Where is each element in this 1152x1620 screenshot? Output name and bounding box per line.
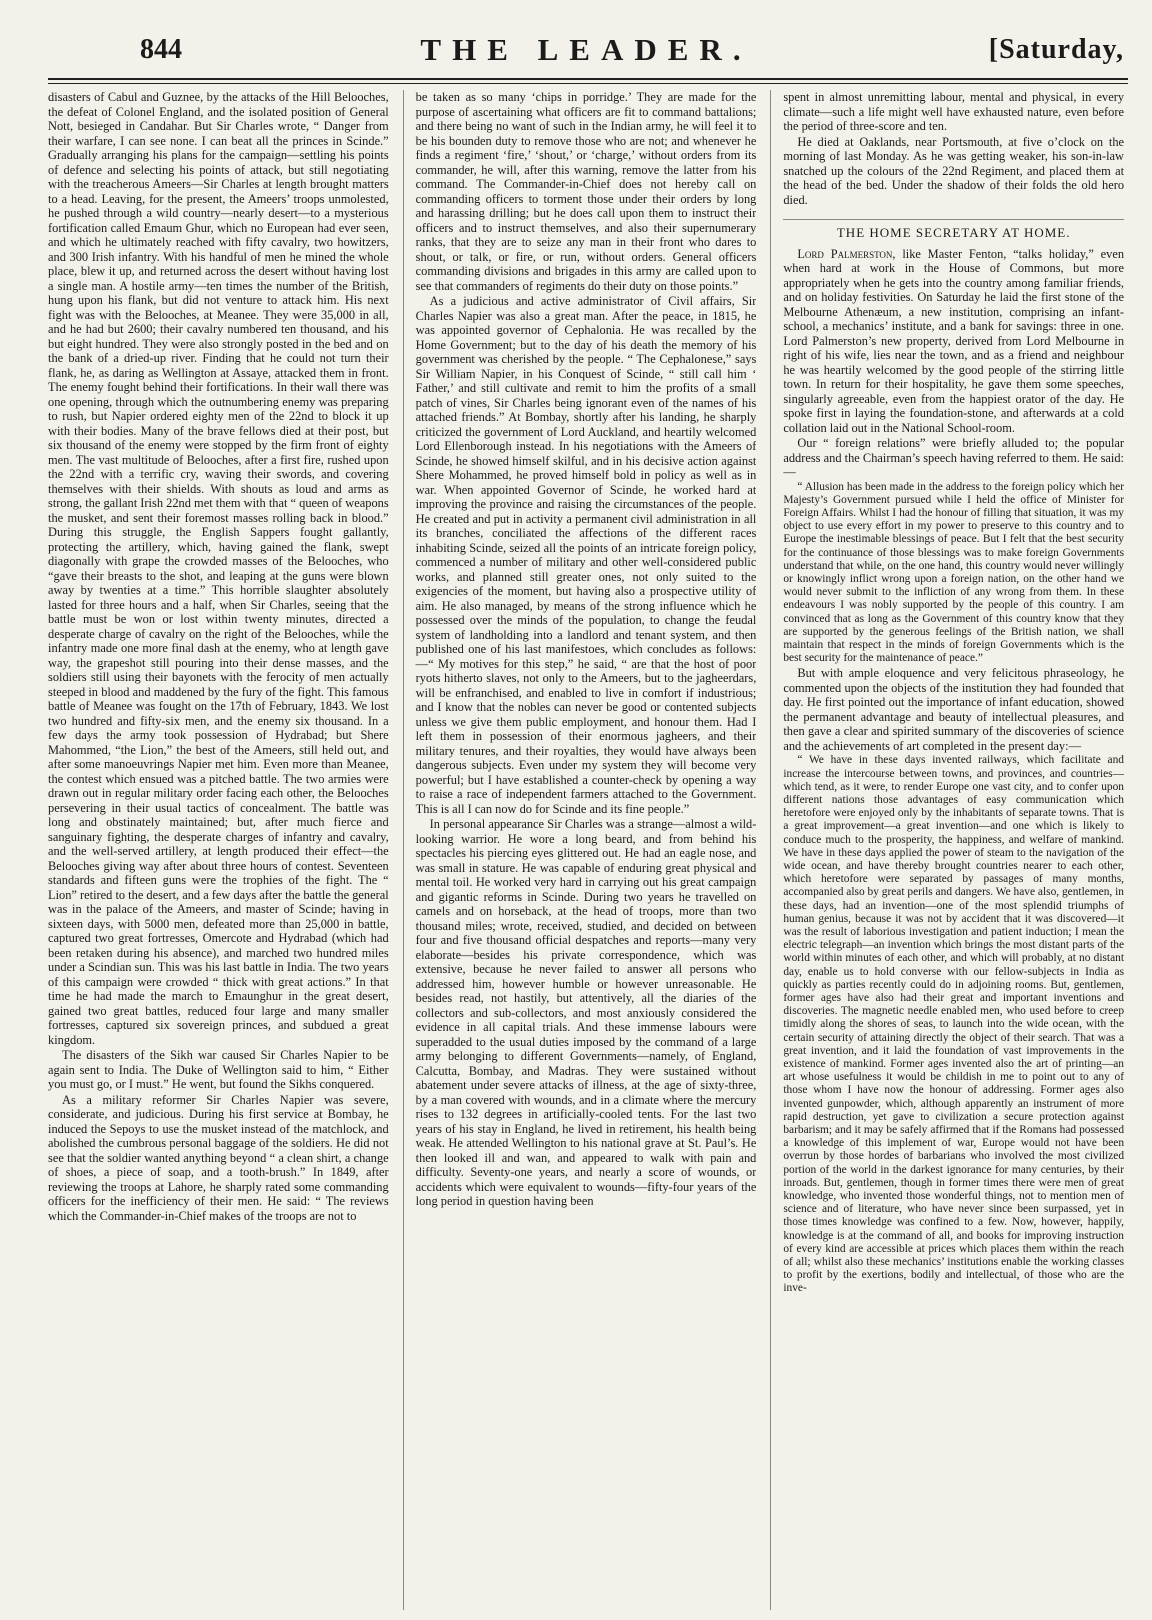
column-3 xyxy=(770,90,1124,1610)
speech-quote: “ We have in these days invented railways, which facilitate and increase the intercourse between towns, and provinces, and countries—which tend, as it were, to render Europe one vast city, and to confer upon different nations those advantages of easy communication which heretofore were enjoyed only by the inhabitants of separate towns. That is a great improvement—a great invention—and one which is likely to conduce much to the prosperity, the happiness, and welfare of mankind. We have in these days applied the power of steam to the navigation of the wide ocean, and have thereby brought countries nearer to each other, which heretofore were separated by passages of many months, accompanied also by great perils and dangers. We have also, gentlemen, in these days, had an invention—one of the most splendid triumphs of human genius, because it was not by accident that it was discovered—it was the result of laborious investigation and patient induction; I mean the electric telegraph—an invention which brings the most distant parts of the world within minutes of each other, and which will probably, at no distant day, enable us to hold converse with our fellow-subjects in India as quickly as parties recently could do in adjoining rooms. But, gentlemen, former ages have also had their great and important inventions and discoveries. The magnetic needle enabled men, who used before to creep timidly along the shores of seas, to launch into the wide ocean, with the certain security of attaining directly the object of their search. That was a great invention, and it laid the foundation of vast improvements in the existence of mankind. Former ages invented also the art of printing—an art whose usefulness it would be childish in me to point out to any of those whom I have now the honour of addressing. Former ages also invented gunpowder, which, although apparently an instrument of more rapid destruction, yet gave to civilization a secure protection against barbarism; and it may be safely affirmed that if the Romans had possessed a knowledge of this implement of war, Europe would not have been overrun by those hordes of barbarians who involved the most civilized portion of the world in the darkest ignorance for many centuries, by their inroads. But, gentlemen, though in former times there were men of great knowledge, who invented those wonderful things, not to mention men of science and of literature, who have never since been surpassed, yet in those times knowledge was confined to a few. Now, however, happily, knowledge is at the command of all, and books for improving instruction of every kind are accessible at prices which places them within the reach of all; whilst also these mechanics’ institutions enable the working classes to profit by the exertions, bodily and intellectual, of those who are the inve- xyxy=(783,754,1125,1295)
article-columns xyxy=(48,90,1124,1610)
paragraph: But with ample eloquence and very felicitous phraseology, he commented upon the objects of the institution they had founded that day. He first pointed out the importance of infant education, showed the permanent advantage and beauty of intellectual pleasures, and then gave a clear and spirited summary of the discoveries of science and the achievements of art completed in the present day:— xyxy=(783,666,1125,753)
paragraph: Our “ foreign relations” were briefly alluded to; the popular address and the Chairman’s speech having referred to them. He said:— xyxy=(783,436,1125,479)
paragraph: spent in almost unremitting labour, mental and physical, in every climate—such a life might well have exhausted nature, even before the period of three-score and ten. xyxy=(783,90,1125,133)
paragraph: In personal appearance Sir Charles was a strange—almost a wild-looking warrior. He wore a long beard, and from behind his spectacles his piercing eyes glittered out. He had an eagle nose, and was small in stature. He was capable of enduring great physical and mental toil. He worked very hard in carrying out his great campaign and gigantic reforms in Scinde. During two years he travelled on camels and on horseback, at the head of troops, more than two thousand miles; wrote, received, studied, and decided on between four and five thousand official despatches and reports—many very elaborate—besides his private correspondence, which was extensive, because he never failed to answer all persons who addressed him, however humble or however unreasonable. He besides read, not hastily, but attentively, all the diaries of the collectors and sub-collectors, and most anxiously considered the evidence in all capital trials. And these immense labours were superadded to the usual duties imposed by the command of a large army belonging to different Governments—namely, of England, Calcutta, Bombay, and Madras. They were sustained without abatement under severe attacks of illness, at the age of sixty-three, by a man covered with wounds, and in a climate where the mercury rises to 132 degrees in artificially-cooled tents. For the last two years of his stay in England, he lived in retirement, his health being weak. He attended Wellington to his national grave at St. Paul’s. He then looked ill and wan, and appeared to walk with pain and difficulty. Seventy-one years, and nearly a score of wounds, or accidents which were equivalent to wounds—fifty-four years of the long period in question having been xyxy=(415,817,757,1208)
lead-text: like Master Fenton, “talks holiday,” even when hard at work in the House of Commons, but more appropriately when he gets into the country among familiar friends, and on holiday festivities. On Saturday he laid the first stone of the Melbourne Athenæum, a new institution, comprising an infant-school, a mechanics’ institute, and a bank for savings: three in one. Lord Palmerston’s new property, derived from Lord Melbourne in right of his wife, lies near the town, and as a friend and neighbour he was heartily welcomed by the good people of the stirring little town. In return for their hospitality, he gave them some speeches, singularly agreeable, even from the happiest orator of the day. He spoke first in laying the foundation-stone, and afterwards at a cold collation laid out in the National School-room. xyxy=(783,246,1125,435)
column-1 xyxy=(48,90,389,1610)
page-number: 844 xyxy=(140,34,182,65)
newspaper-title: THE LEADER. xyxy=(420,32,752,67)
section-heading: THE HOME SECRETARY AT HOME. xyxy=(783,219,1124,241)
column-2 xyxy=(403,90,757,1610)
paragraph xyxy=(783,247,1124,436)
masthead xyxy=(48,0,1124,82)
paragraph: He died at Oaklands, near Portsmouth, at five o’clock on the morning of last Monday. As he was getting weaker, his son-in-law snatched up the colours of the 22nd Regiment, and placed them at the head of the bed. Under the shadow of their folds the old hero died. xyxy=(783,134,1125,207)
paragraph: be taken as so many ‘chips in porridge.’ They are made for the purpose of ascertaining what officers are fit to command battalions; and there being no want of such in the Indian army, he will feel it to be his bounden duty to remove those who are not; and whenever he finds a regiment ‘fire,’ ‘shout,’ or ‘charge,’ without orders from its commander, he will, after this warning, remove the latter from his command. The Commander-in-Chief does not hereby call on commanding officers to torment those under their orders by long and harassing drilling; but he does call upon them to instruct their officers and to instruct themselves, and also their supernumerary ranks, that they are to seize any man in their front who dares to shout, or talk, or fire, or run, without orders. General officers commanding divisions and brigades in this army are called upon to see that commanders of regiments do their duty on those points.” xyxy=(415,90,757,293)
paragraph: As a judicious and active administrator of Civil affairs, Sir Charles Napier was also a great man. After the peace, in 1815, he was appointed governor of Cephalonia. He was recalled by the Home Government; but to the day of his death the memory of his government was cherished by the people. “ The Cephalonese,” says Sir William Napier, in his Conquest of Scinde, “ still call him ‘ Father,’ and still cultivate and remit to him the profits of a small patch of vines, Sir Charles being ignorant even of the names of his attached friends.” At Bombay, shortly after his landing, he sharply criticized the government of Lord Auckland, and heartily welcomed Lord Ellenborough instead. In his negotiations with the Ameers of Scinde, he showed himself skilful, and in his decisive action against Shere Mohammed, he proved himself bold in policy as well as in war. When appointed Governor of Scinde, he worked hard at improving the province and raising the circumstances of the people. He created and put in activity a permanent civil administration in all its branches, conciliated the affections of the different races inhabiting Scinde, seized all the points of an intricate foreign policy, commenced a number of military and other well-considered public works, and planned still greater ones, not only suited to the exigencies of the moment, but having also a prospective utility of aim. He also managed, by means of the strong influence which he possessed over the minds of the population, to change the feudal system of landholding into a landlord and tenant system, and then published one of his last manifestoes, which concludes as follows:—“ My motives for this step,” he said, “ are that the host of poor ryots hitherto slaves, not only to the Ameers, but to the jagheerdars, will be enfranchised, and enabled to live in comfort if industrious; and I know that the nobles can never be good or contented subjects unless we give them public employment, and honour them. Had I left them in possession of their enormous jagheers, and their military tenures, and their royalties, they would have always been dangerous subjects. Even under my system they will become very powerful; but I have established a counter-check by opening a way to raise a race of independent farmers attached to the Government. This is all I can now do for Scinde and its fine people.” xyxy=(415,294,757,816)
paragraph: As a military reformer Sir Charles Napier was severe, considerate, and judicious. During his first service at Bombay, he induced the Sepoys to use the musket instead of the matchlock, and abolished the cumbrous personal baggage of the soldiers. He did not see that the soldier wanted anything beyond “ a clean shirt, a change of shoes, a piece of soap, and a tooth-brush.” In 1849, after reviewing the troops at Lahore, he sharply rated some commanding officers for the inefficiency of their men. He said: “ The reviews which the Commander-in-Chief makes of the troops are not to xyxy=(48,1092,389,1223)
issue-day: [Saturday, xyxy=(988,34,1124,65)
lead-name: Lord Palmerston, xyxy=(797,246,896,261)
masthead-rule-thin xyxy=(48,83,1128,84)
paragraph: disasters of Cabul and Guznee, by the attacks of the Hill Belooches, the defeat of Colonel England, and the isolated position of General Nott, besieged in Candahar. But Sir Charles wrote, “ Danger from their warfare, I can see none. I can beat all the princes in Scinde.” Gradually arranging his plans for the campaign—settling his points of defence and selecting his points of attack, but still negotiating with the treacherous Ameers—Sir Charles at length brought matters to a head. Leaving, for the present, the Ameers’ troops unmolested, he pushed through a wild country—nearly desert—to a mysterious fortification called Emaum Ghur, which no European had ever seen, and which he ultimately reached with fifty cavalry, two howitzers, and 300 Irish infantry. With his handful of men he mined the whole place, blew it up, and returned across the desert without having lost a single man. A hostile army—ten times the number of the British, hung upon his flank, but did not venture to attack him. His next fight was with the Belooches, at Meanee. They were 35,000 in all, and he had but 2600; their cavalry numbered ten thousand, and his but eight hundred. They were also strongly posted in the bed and on the bank of a dried-up river. Finding that he could not turn their flank, he, as daring as Wellington at Assaye, attacked them in front. The enemy fought behind their fortifications. In their wall there was one opening, through which the outnumbering enemy was preparing to rush, but Napier ordered eighty men of the 22nd to block it up with their bodies. Many of the brave fellows died at their post, but six thousand of the enemy were stopped by the firm front of eighty men. The vast multitude of Belooches, after a first fire, rushed upon the 22nd with a terrific cry, waving their swords, and covering themselves with their shields. With shouts as loud and arms as strong, the gallant Irish 22nd met them with that “ queen of weapons the musket, and sent their foremost masses rolling back in blood.” During this struggle, the English Sappers fought gallantly, protecting the artillery, which, having gained the flank, swept diagonally with grape the crowded masses of the Belooches, who “gave their breasts to the shot, and leaping at the guns were blown away by twenties at a time.” This horrible slaughter absolutely lasted for three hours and a half, when Sir Charles, seeing that the battle must be won or lost within twenty minutes, directed a desperate charge of cavalry on the right of the Belooches, while the infantry made one more final dash at the enemy, who at length gave way, the grapeshot still pouring into their dense masses, and the soldiers still using their bayonets with the ferocity of men actually steeped in blood and maddened by the fury of the fight. This famous battle of Meanee was fought on the 17th of February, 1843. We lost two hundred and fifty-six men, and the enemy six thousand. In a few days the army took possession of Hydrabad; but Shere Mahommed, “the Lion,” the best of the Ameers, still held out, and after some manoeuvrings Napier met him. Even more than Meanee, the contest which ensued was a pitched battle. The two armies were drawn out in regular military order facing each other, the Belooches persevering in their usual tactics of concealment. The battle was long and obstinately maintained; but, after much fierce and sanguinary fighting, the desperate charges of infantry and cavalry, and the well-served artillery, at length produced their effect—the Belooches giving way after about three hours of contest. Seventeen standards and fifteen guns were the trophies of the fight. The “ Lion” retired to the desert, and a few days after the battle the general was in the palace of the Ameers, and master of Scinde; having in sixteen days, with 5000 men, defeated more than 25,000 in battle, captured two great fortresses, Omercote and Hydrabad (which had been retaken during his absence), and marched two hundred miles under a Scindian sun. This was his last battle in India. The two years of this campaign were crowded “ thick with great actions.” In that time he had made the march to Emaunghur in the great desert, gained two great battles, reduced four large and many smaller fortresses, captured six sovereign princes, and subdued a great kingdom. xyxy=(48,90,389,1047)
speech-quote: “ Allusion has been made in the address to the foreign policy which her Majesty’s Government pursued while I held the office of Minister for Foreign Affairs. Whilst I had the honour of filling that situation, it was my object to use every effort in my power to preserve to this country and to Europe the inestimable blessings of peace. But I felt that the best security for the continuance of those blessings was to make foreign Governments understand that while, on the one hand, this country would never willingly or knowingly inflict wrong upon a foreign nation, on the other hand we would never submit to the infliction of any wrong from them. In these endeavours I was nobly supported by the people of this country. I am convinced that as long as the Government of this country know that they are supported by the generous feelings of the British nation, we shall maintain that respect in the minds of foreign Governments which is the best security for the maintenance of peace.” xyxy=(783,480,1125,665)
paragraph: The disasters of the Sikh war caused Sir Charles Napier to be again sent to India. The Duke of Wellington said to him, “ Either you must go, or I must.” He went, but found the Sikhs conquered. xyxy=(48,1048,389,1091)
masthead-rule xyxy=(48,78,1128,80)
